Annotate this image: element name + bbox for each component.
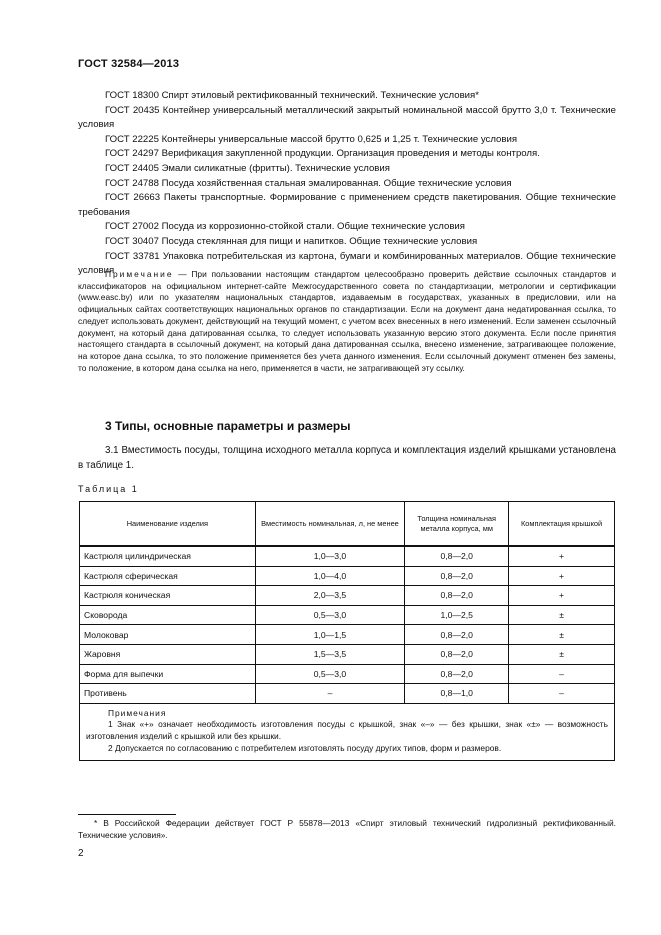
table-cell: – <box>509 684 615 704</box>
table-cell: 1,0—3,0 <box>255 546 405 566</box>
table-cell: 1,0—4,0 <box>255 566 405 586</box>
table-notes-cell <box>80 703 615 760</box>
table-caption: Таблица 1 <box>78 484 139 494</box>
table-row <box>80 625 615 645</box>
document-header: ГОСТ 32584—2013 <box>78 58 180 70</box>
table-cell: ± <box>509 625 615 645</box>
table-cell: 0,8—2,0 <box>405 644 509 664</box>
table-row <box>80 566 615 586</box>
table-cell: 0,8—2,0 <box>405 566 509 586</box>
table-row <box>80 605 615 625</box>
table-cell: Жаровня <box>80 644 256 664</box>
table-notes-title: Примечания <box>108 707 167 718</box>
table-cell: 0,8—2,0 <box>405 546 509 566</box>
column-header: Толщина номинальная металла корпуса, мм <box>405 502 509 547</box>
reference-item: ГОСТ 20435 Контейнер универсальный металлический закрытый номинальной массой брутто 3,0 т. Технические условия <box>78 104 616 131</box>
table-cell: 1,0—1,5 <box>255 625 405 645</box>
table-cell: Молоковар <box>80 625 256 645</box>
table-cell: 2,0—3,5 <box>255 586 405 606</box>
table-cell: Кастрюля цилиндрическая <box>80 546 256 566</box>
table-cell: Противень <box>80 684 256 704</box>
note-label: Примечание <box>105 269 174 279</box>
section-paragraph: 3.1 Вместимость посуды, толщина исходного металла корпуса и комплектация изделий крышками установлена в таблице 1. <box>78 445 616 471</box>
table-cell: Сковорода <box>80 605 256 625</box>
table-cell: Кастрюля сферическая <box>80 566 256 586</box>
column-header: Наименование изделия <box>80 502 256 547</box>
table-cell: 0,8—2,0 <box>405 664 509 684</box>
note-text: — При пользовании настоящим стандартом целесообразно проверить действие ссылочных стандартов и классификаторов на официальном интернет-сайте Межгосударственного совета по стандартизации, метрологии и сертификации (www.easc.by) или по указателям национальных стандартов, издаваемым в государствах, указанных в предисловии, или на официальных сайтах соответствующих национальных органов по стандартизации. Если на документ дана недатированная ссылка, то следует использовать документ, действующий на текущий момент, с учетом всех внесенных в него изменений. Если заменен ссылочный документ, на который дана датированная ссылка, то следует использовать указанную версию этого документа. Если после принятия настоящего стандарта в ссылочный документ, на который дана датированная ссылка, внесено изменение, затрагивающее положение, на которое дана ссылка, то это положение применяется без учета данного изменения. Если ссылочный документ отменен без замены, то положение, в котором дана ссылка на него, применяется в части, не затрагивающей эту ссылку. <box>78 269 616 373</box>
reference-item: ГОСТ 18300 Спирт этиловый ректификованный технический. Технические условия* <box>105 90 479 101</box>
page-number: 2 <box>78 848 84 859</box>
reference-item: ГОСТ 22225 Контейнеры универсальные массой брутто 0,625 и 1,25 т. Технические условия <box>105 133 518 145</box>
table-row <box>80 684 615 704</box>
table-cell: 0,8—2,0 <box>405 625 509 645</box>
parameters-table <box>79 501 615 761</box>
table-cell: + <box>509 546 615 566</box>
reference-item: ГОСТ 33781 Упаковка потребительская из картона, бумаги и комбинированных материалов. Общие технические условия <box>78 250 616 277</box>
table-cell: 1,5—3,5 <box>255 644 405 664</box>
section-title: 3 Типы, основные параметры и размеры <box>105 419 351 433</box>
table-note-item: 2 Допускается по согласованию с потребителем изготовлять посуду других типов, форм и размеров. <box>108 742 502 753</box>
table-cell: 0,5—3,0 <box>255 664 405 684</box>
reference-item: ГОСТ 26663 Пакеты транспортные. Формирование с применением средств пакетирования. Общие технические требования <box>78 192 616 218</box>
reference-item: ГОСТ 24297 Верификация закупленной продукции. Организация проведения и методы контроля. <box>105 148 540 160</box>
table-cell: ± <box>509 644 615 664</box>
table-cell: 0,8—2,0 <box>405 586 509 606</box>
column-header: Комплектация крышкой <box>509 502 615 547</box>
table-header-row <box>80 502 615 547</box>
table-cell: – <box>509 664 615 684</box>
table-row <box>80 644 615 664</box>
table-cell: + <box>509 566 615 586</box>
table-row <box>80 546 615 566</box>
reference-item: ГОСТ 24405 Эмали силикатные (фритты). Технические условия <box>105 162 390 174</box>
table-cell: – <box>255 684 405 704</box>
footnote: * В Российской Федерации действует ГОСТ Р 55878—2013 «Спирт этиловый технический гидролизный ректификованный. Технические условия». <box>78 818 616 840</box>
table-cell: + <box>509 586 615 606</box>
table-row <box>80 586 615 606</box>
reference-item: ГОСТ 30407 Посуда стеклянная для пищи и напитков. Общие технические условия <box>105 235 478 247</box>
table-cell: 1,0—2,5 <box>405 605 509 625</box>
table-cell: 0,8—1,0 <box>405 684 509 704</box>
reference-item: ГОСТ 27002 Посуда из коррозионно-стойкой стали. Общие технические условия <box>105 221 465 233</box>
table-note-item: 1 Знак «+» означает необходимость изготовления посуды с крышкой, знак «–» — без крышки, знак «±» — возможность изготовления изделий с крышкой или без крышки. <box>86 719 608 741</box>
column-header: Вместимость номинальная, л, не менее <box>255 502 405 547</box>
table-notes-row <box>80 703 615 760</box>
table-cell: 0,5—3,0 <box>255 605 405 625</box>
reference-item: ГОСТ 24788 Посуда хозяйственная стальная эмалированная. Общие технические условия <box>105 177 512 189</box>
footnote-divider <box>78 814 176 815</box>
table-cell: ± <box>509 605 615 625</box>
references-note <box>78 269 616 374</box>
table-cell: Кастрюля коническая <box>80 586 256 606</box>
table-cell: Форма для выпечки <box>80 664 256 684</box>
table-row <box>80 664 615 684</box>
normative-references-list <box>78 89 616 279</box>
